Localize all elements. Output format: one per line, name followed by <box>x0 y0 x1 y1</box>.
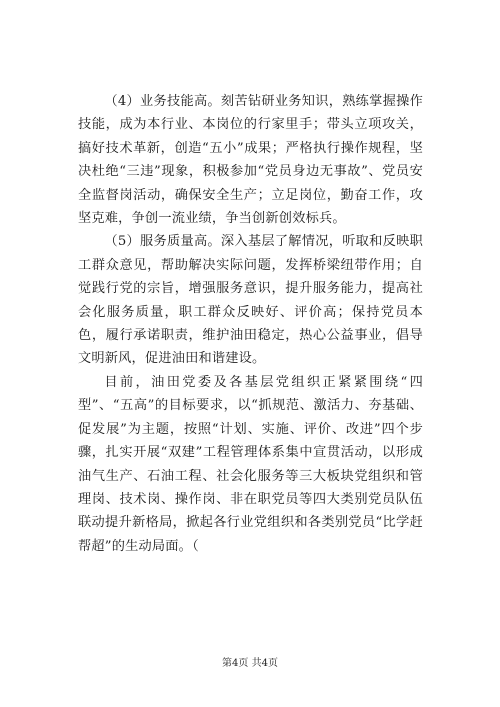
paragraph-business-skills: （4）业务技能高。刻苦钻研业务知识，熟练掌握操作技能，成为本行业、本岗位的行家里手；带头立项攻关，搞好技术革新，创造“五小”成果；严格执行操作规程，坚决杜绝“三违”现象，积极参加“党员身边无事故”、党员安全监督岗活动，确保安全生产；立足岗位，勤奋工作，攻坚克难，争创一流业绩，争当创新创效标兵。 <box>78 94 423 227</box>
document-body <box>78 90 423 558</box>
paragraph-service-quality: （5）服务质量高。深入基层了解情况，听取和反映职工群众意见，帮助解决实际问题，发挥桥梁纽带作用；自觉践行党的宗旨，增强服务意识，提升服务能力，提高社会化服务质量，职工群众反映好、评价高；保持党员本色，履行承诺职责，维护油田稳定，热心公益事业，倡导文明新风，促进油田和谐建设。 <box>78 234 423 367</box>
page-number-footer: 第4页 共4页 <box>222 658 278 669</box>
paragraph-current-work: 目前，油田党委及各基层党组织正紧紧围绕“四型”、“五高”的目标要求，以“抓规范、激活力、夯基础、促发展”为主题，按照“计划、实施、评价、改进”四个步骤，扎实开展“双建”工程管理体系集中宣贯活动，以形成油气生产、石油工程、社会化服务等三大板块党组织和管理岗、技术岗、操作岗、非在职党员等四大类别党员队伍联动提升新格局，掀起各行业党组织和各类别党员“比学赶帮超”的生动局面。（ <box>78 374 423 554</box>
